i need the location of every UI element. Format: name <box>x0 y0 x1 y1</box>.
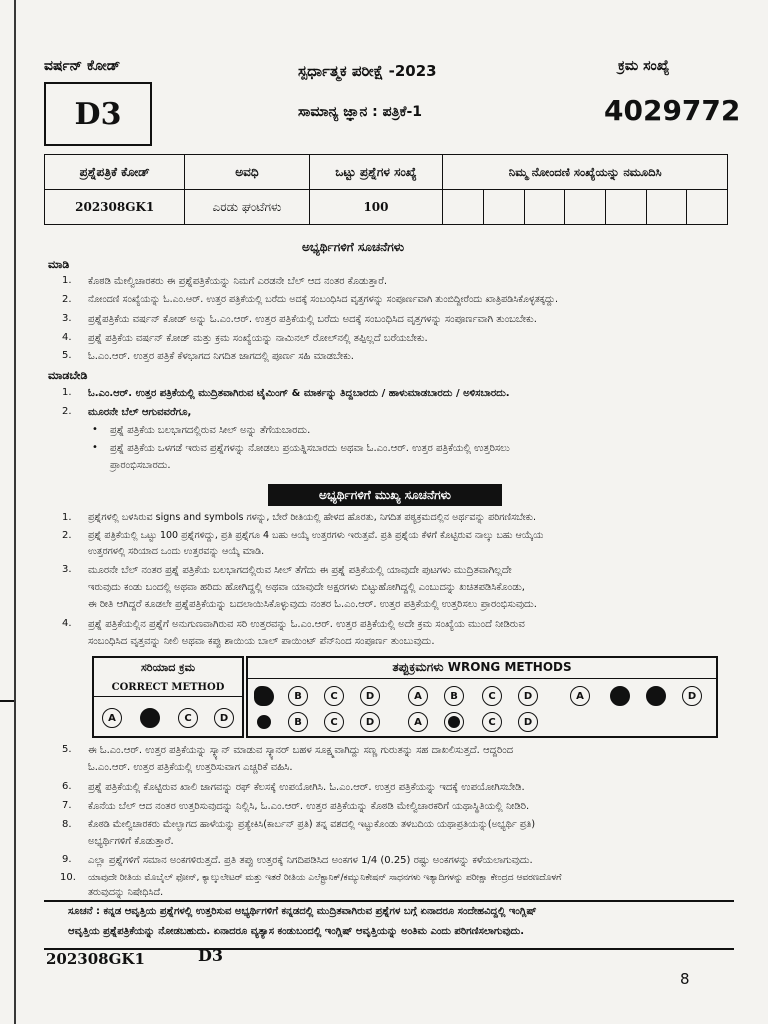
exam-meta-table <box>44 154 728 225</box>
bubble-a: A <box>570 686 590 706</box>
version-code-box: D3 <box>44 82 152 146</box>
later-item-cont: ಓ.ಎಂ.ಆರ್. ಉತ್ತರ ಪತ್ರಿಕೆಯಲ್ಲಿ ಉತ್ತರಿಸುವಾಗ ಎಚ್ಚರಿಕೆ ವಹಿಸಿ. <box>88 762 293 773</box>
bubble-filled <box>610 686 630 706</box>
later-item: ಈ ಓ.ಎಂ.ಆರ್. ಉತ್ತರ ಪತ್ರಿಕೆಯನ್ನು ಸ್ಕ್ಯಾನ್ ಮಾಡುವ ಸ್ಕ್ಯಾನರ್ ಬಹಳ ಸೂಕ್ಷ್ಮವಾಗಿದ್ದು ಸಣ್ಣ ಗುರುತನ್ನು ಸಹ ದಾಖಲಿಸುತ್ತದೆ. ಆದ್ದರಿಂದ <box>88 745 514 756</box>
dont-bullet: ಪ್ರಶ್ನೆ ಪತ್ರಿಕೆಯ ಬಲಭಾಗದಲ್ಲಿರುವ ಸೀಲ್ ಅನ್ನು ತೆಗೆಯಬಾರದು. <box>110 425 311 436</box>
bubble-filled <box>646 686 666 706</box>
bubble-d: D <box>518 712 538 732</box>
col-register-header: ನಿಮ್ಮ ನೋಂದಣಿ ಸಂಖ್ಯೆಯನ್ನು ನಮೂದಿಸಿ <box>443 155 728 190</box>
do-heading: ಮಾಡಿ <box>48 258 70 271</box>
paper-code-value: 202308GK1 <box>45 190 185 225</box>
version-code-label: ವರ್ಷನ್ ಕೋಡ್ <box>44 58 121 74</box>
register-digit-box[interactable] <box>524 190 565 225</box>
margin-tick <box>0 700 14 702</box>
bubble-c: C <box>178 708 198 728</box>
marking-methods <box>92 656 718 738</box>
page-number: 8 <box>680 970 690 988</box>
note-line: ಆವೃತ್ತಿಯ ಪ್ರಶ್ನೆಪತ್ರಿಕೆಯನ್ನು ನೋಡಬಹುದು. ಏನಾದರೂ ವ್ಯತ್ಯಾಸ ಕಂಡುಬಂದಲ್ಲಿ ಇಂಗ್ಲಿಷ್ ಆವೃತ್ತಿಯನ್ನು ಅಂತಿಮ ಎಂದು ಪರಿಗಣಿಸಲಾಗುವುದು. <box>68 926 525 937</box>
register-digit-box[interactable] <box>565 190 606 225</box>
later-item: ಕೊನೆಯ ಬೆಲ್ ಆದ ನಂತರ ಉತ್ತರಿಸುವುದನ್ನು ನಿಲ್ಲಿಸಿ, ಓ.ಎಂ.ಆರ್. ಉತ್ತರ ಪತ್ರಿಕೆಯನ್ನು ಕೊಠಡಿ ಮೇಲ್ವಿಚಾರಕರಿಗೆ ಯಥಾಸ್ಥಿತಿಯಲ್ಲಿ ನೀಡಿರಿ. <box>88 801 530 812</box>
bubble-a: A <box>102 708 122 728</box>
paper-title: ಸಾಮಾನ್ಯ ಜ್ಞಾನ : ಪತ್ರಿಕೆ-1 <box>298 104 423 120</box>
bubble-b: B <box>288 712 308 732</box>
correct-method-en: CORRECT METHOD <box>111 682 225 693</box>
do-item: ಓ.ಎಂ.ಆರ್. ಉತ್ತರ ಪತ್ರಿಕೆ ಕೆಳಭಾಗದ ನಿಗದಿತ ಜಾಗದಲ್ಲಿ ಪೂರ್ಣ ಸಹಿ ಮಾಡಬೇಕು. <box>88 351 354 362</box>
note-line: ಸೂಚನೆ : ಕನ್ನಡ ಆವೃತ್ತಿಯ ಪ್ರಶ್ನೆಗಳಲ್ಲಿ ಉತ್ತರಿಸುವ ಅಭ್ಯರ್ಥಿಗಳಿಗೆ ಕನ್ನಡದಲ್ಲಿ ಮುದ್ರಿತವಾಗಿರುವ ಪ್ರಶ್ನೆಗಳ ಬಗ್ಗೆ ಏನಾದರೂ ಸಂದೇಹವಿದ್ದಲ್ಲಿ ಇಂಗ್ಲಿಷ್ <box>68 906 537 917</box>
dont-bullet-cont: ಪ್ರಾರಂಭಿಸಬಾರದು. <box>110 460 171 471</box>
col-code-header: ಪ್ರಶ್ನೆಪತ್ರಿಕೆ ಕೋಡ್ <box>45 155 185 190</box>
do-item: ಪ್ರಶ್ನೆ ಪತ್ರಿಕೆಯ ವರ್ಷನ್ ಕೋಡ್ ಮತ್ತು ಕ್ರಮ ಸಂಖ್ಯೆಯನ್ನು ನಾಮಿನಲ್ ರೋಲ್‌ನಲ್ಲಿ ತಪ್ಪಿಲ್ಲದೆ ಬರೆಯಬೇಕು. <box>88 333 428 344</box>
later-item: ಕೊಠಡಿ ಮೇಲ್ವಿಚಾರಕರು ಮೇಲ್ಭಾಗದ ಹಾಳೆಯನ್ನು ಪ್ರತ್ಯೇಕಿಸಿ(ಕಾರ್ಬನ್ ಪ್ರತಿ) ತನ್ನ ವಶದಲ್ಲಿ ಇಟ್ಟುಕೊಂಡು ತಳಬದಿಯ ಯಥಾಪ್ರತಿಯನ್ನು(ಅಭ್ಯರ್ಥಿ ಪ್ರತಿ) <box>88 819 536 830</box>
wrong-methods-box <box>246 656 718 738</box>
bubble-dot <box>257 715 271 729</box>
wrong-methods-label: ತಪ್ಪುಕ್ರಮಗಳು WRONG METHODS <box>392 660 572 674</box>
exam-title: ಸ್ಪರ್ಧಾತ್ಮಕ ಪರೀಕ್ಷೆ -2023 <box>298 62 437 80</box>
bubble-smudged <box>254 686 274 706</box>
important-item: ಪ್ರಶ್ನೆ ಪತ್ರಿಕೆಯಲ್ಲಿ ಒಟ್ಟು 100 ಪ್ರಶ್ನೆಗಳಿದ್ದು, ಪ್ರತಿ ಪ್ರಶ್ನೆಗೂ 4 ಬಹು ಆಯ್ಕೆ ಉತ್ತರಗಳು ಇರುತ್ತವೆ. ಪ್ರತಿ ಪ್ರಶ್ನೆಯ ಕೆಳಗೆ ಕೊಟ್ಟಿರುವ ನಾಲ್ಕು ಬಹು ಆಯ್ಕೆಯ <box>88 530 544 541</box>
correct-method-kn: ಸರಿಯಾದ ಕ್ರಮ <box>140 661 196 674</box>
total-value: 100 <box>309 190 443 225</box>
dont-item: ಓ.ಎಂ.ಆರ್. ಉತ್ತರ ಪತ್ರಿಕೆಯಲ್ಲಿ ಮುದ್ರಿತವಾಗಿರುವ ಟೈಮಿಂಗ್ & ಮಾರ್ಕನ್ನು ತಿದ್ದಬಾರದು / ಹಾಳುಮಾಡಬಾರದು / ಅಳಿಸಬಾರದು. <box>88 388 510 399</box>
bubble-d: D <box>360 712 380 732</box>
later-item: ಪ್ರಶ್ನೆ ಪತ್ರಿಕೆಯಲ್ಲಿ ಕೊಟ್ಟಿರುವ ಖಾಲಿ ಜಾಗವನ್ನು ರಫ್ ಕೆಲಸಕ್ಕೆ ಉಪಯೋಗಿಸಿ. ಓ.ಎಂ.ಆರ್. ಉತ್ತರ ಪತ್ರಿಕೆಯನ್ನು ಇದಕ್ಕೆ ಉಪಯೋಗಿಸಬೇಡಿ. <box>88 782 525 793</box>
do-item: ಪ್ರಶ್ನೆಪತ್ರಿಕೆಯ ವರ್ಷನ್ ಕೋಡ್ ಅನ್ನು ಓ.ಎಂ.ಆರ್. ಉತ್ತರ ಪತ್ರಿಕೆಯಲ್ಲಿ ಬರೆದು ಅದಕ್ಕೆ ಸಂಬಂಧಿಸಿದ ವೃತ್ತಗಳನ್ನು ಸಂಪೂರ್ಣವಾಗಿ ತುಂಬಬೇಕು. <box>88 314 537 325</box>
bubble-c: C <box>324 712 344 732</box>
instructions-heading: ಅಭ್ಯರ್ಥಿಗಳಿಗೆ ಸೂಚನೆಗಳು <box>302 240 405 254</box>
important-item-cont: ಇರುವುದು ಕಂಡು ಬಂದಲ್ಲಿ ಅಥವಾ ಹರಿದು ಹೋಗಿದ್ದಲ್ಲಿ ಅಥವಾ ಯಾವುದೇ ಅಕ್ಷರಗಳು ಬಿಟ್ಟುಹೋಗಿದ್ದಲ್ಲಿ ಎಂಬುದನ್ನು ಖಚಿತಪಡಿಸಿಕೊಂಡು, <box>88 582 525 593</box>
bubble-c: C <box>482 686 502 706</box>
bubble-c: C <box>482 712 502 732</box>
later-item: ಎಲ್ಲಾ ಪ್ರಶ್ನೆಗಳಿಗೆ ಸಮಾನ ಅಂಕಗಳಿರುತ್ತದೆ. ಪ್ರತಿ ತಪ್ಪು ಉತ್ತರಕ್ಕೆ ನಿಗದಿಪಡಿಸಿದ ಅಂಕಗಳ 1/4 (0.25) ರಷ್ಟು ಅಂಕಗಳನ್ನು ಕಳೆಯಲಾಗುವುದು. <box>88 855 533 866</box>
bubble-b: B <box>444 686 464 706</box>
bubble-d: D <box>214 708 234 728</box>
language-note <box>44 900 734 950</box>
serial-label: ಕ್ರಮ ಸಂಖ್ಯೆ <box>618 58 670 74</box>
bubble-ticked-d: D <box>518 686 538 706</box>
bubble-c: C <box>324 686 344 706</box>
important-item: ಮೂರನೇ ಬೆಲ್ ನಂತರ ಪ್ರಶ್ನೆ ಪತ್ರಿಕೆಯ ಬಲಭಾಗದಲ್ಲಿರುವ ಸೀಲ್ ತೆಗೆದು ಈ ಪ್ರಶ್ನೆ ಪತ್ರಿಕೆಯಲ್ಲಿ ಯಾವುದೇ ಪುಟಗಳು ಮುದ್ರಿತವಾಗಿಲ್ಲದೇ <box>88 565 512 576</box>
important-item-cont: ಈ ರೀತಿ ಆಗಿದ್ದರೆ ಕೂಡಲೇ ಪ್ರಶ್ನೆಪತ್ರಿಕೆಯನ್ನು ಬದಲಾಯಿಸಿಕೊಳ್ಳುವುದು ನಂತರ ಓ.ಎಂ.ಆರ್. ಉತ್ತರ ಪತ್ರಿಕೆಯಲ್ಲಿ ಉತ್ತರಿಸಲು ಪ್ರಾರಂಭಿಸುವುದು. <box>88 599 537 610</box>
later-item-cont: ಅಭ್ಯರ್ಥಿಗಳಿಗೆ ಕೊಡುತ್ತಾರೆ. <box>88 836 174 847</box>
page-edge-line <box>14 0 16 1024</box>
col-total-header: ಒಟ್ಟು ಪ್ರಶ್ನೆಗಳ ಸಂಖ್ಯೆ <box>309 155 443 190</box>
do-item: ಕೊಠಡಿ ಮೇಲ್ವಿಚಾರಕರು ಈ ಪ್ರಶ್ನೆಪತ್ರಿಕೆಯನ್ನು ನಿಮಗೆ ಎರಡನೇ ಬೆಲ್ ಆದ ನಂತರ ಕೊಡುತ್ತಾರೆ. <box>88 276 388 287</box>
bubble-b: B <box>288 686 308 706</box>
correct-method-box <box>92 656 244 738</box>
register-digit-box[interactable] <box>484 190 525 225</box>
duration-value: ಎರಡು ಘಂಟೆಗಳು <box>185 190 309 225</box>
register-digit-box[interactable] <box>443 190 484 225</box>
bubble-a: A <box>408 686 428 706</box>
important-item-cont: ಉತ್ತರಗಳಲ್ಲಿ ಸರಿಯಾದ ಒಂದು ಉತ್ತರವನ್ನು ಆಯ್ಕೆ ಮಾಡಿ. <box>88 546 265 557</box>
important-heading: ಅಭ್ಯರ್ಥಿಗಳಿಗೆ ಮುಖ್ಯ ಸೂಚನೆಗಳು <box>268 484 502 506</box>
dont-bullet: ಪ್ರಶ್ನೆ ಪತ್ರಿಕೆಯ ಒಳಗಡೆ ಇರುವ ಪ್ರಶ್ನೆಗಳನ್ನು ನೋಡಲು ಪ್ರಯತ್ನಿಸಬಾರದು ಅಥವಾ ಓ.ಎಂ.ಆರ್. ಉತ್ತರ ಪತ್ರಿಕೆಯಲ್ಲಿ ಉತ್ತರಿಸಲು <box>110 443 510 454</box>
serial-number: 4029772 <box>604 94 741 127</box>
col-duration-header: ಅವಧಿ <box>185 155 309 190</box>
footer-code: 202308GK1 <box>46 950 145 968</box>
register-digit-box[interactable] <box>606 190 647 225</box>
register-digit-box[interactable] <box>687 190 728 225</box>
bubble-d: D <box>682 686 702 706</box>
register-digit-box[interactable] <box>646 190 687 225</box>
important-item: ಪ್ರಶ್ನೆಗಳಲ್ಲಿ ಬಳಸಿರುವ signs and symbols ಗಳನ್ನು, ಬೇರೆ ರೀತಿಯಲ್ಲಿ ಹೇಳದ ಹೊರತು, ನಿಗದಿತ ಪಠ್ಯಕ್ರಮದಲ್ಲಿನ ಅರ್ಥವನ್ನು ಪರಿಗಣಿಸಬೇಕು. <box>88 512 537 523</box>
bubble-d: D <box>360 686 380 706</box>
bubble-a: A <box>408 712 428 732</box>
bubble-filled <box>140 708 160 728</box>
bubble-partial <box>444 712 464 732</box>
important-item: ಪ್ರಶ್ನೆ ಪತ್ರಿಕೆಯಲ್ಲಿನ ಪ್ರಶ್ನೆಗೆ ಅನುಗುಣವಾಗಿರುವ ಸರಿ ಉತ್ತರವನ್ನು ಓ.ಎಂ.ಆರ್. ಉತ್ತರ ಪತ್ರಿಕೆಯಲ್ಲಿ ಅದೇ ಕ್ರಮ ಸಂಖ್ಯೆಯ ಮುಂದೆ ನೀಡಿರುವ <box>88 619 525 630</box>
dont-heading: ಮಾಡಬೇಡಿ <box>48 369 88 382</box>
later-item-cont: ತರುವುದನ್ನು ನಿಷೇಧಿಸಿದೆ. <box>88 887 164 898</box>
dont-item: ಮೂರನೇ ಬೆಲ್ ಆಗುವವರೆಗೂ, <box>88 407 192 418</box>
footer-version: D3 <box>198 946 224 965</box>
important-item-cont: ಸಂಬಂಧಿಸಿದ ವೃತ್ತವನ್ನು ನೀಲಿ ಅಥವಾ ಕಪ್ಪು ಶಾಯಿಯ ಬಾಲ್ ಪಾಯಿಂಟ್ ಪೆನ್‌ನಿಂದ ಸಂಪೂರ್ಣ ತುಂಬುವುದು. <box>88 636 435 647</box>
do-item: ನೋಂದಣಿ ಸಂಖ್ಯೆಯನ್ನು ಓ.ಎಂ.ಆರ್. ಉತ್ತರ ಪತ್ರಿಕೆಯಲ್ಲಿ ಬರೆದು ಅದಕ್ಕೆ ಸಂಬಂಧಿಸಿದ ವೃತ್ತಗಳನ್ನು ಸಂಪೂರ್ಣವಾಗಿ ತುಂಬಿದ್ದೀರೆಂದು ಖಾತ್ರಿಪಡಿಸಿಕೊಳ್ಳತಕ್ಕದ್ದು. <box>88 294 558 305</box>
later-item: ಯಾವುದೇ ರೀತಿಯ ಮೊಬೈಲ್ ಫೋನ್, ಕ್ಯಾಲ್ಕುಲೇಟರ್ ಮತ್ತು ಇತರೆ ರೀತಿಯ ಎಲೆಕ್ಟ್ರಾನಿಕ್/ಕಮ್ಯುನಿಕೇಷನ್ ಸಾಧನಗಳು ಇತ್ಯಾದಿಗಳನ್ನು ಪರೀಕ್ಷಾ ಕೇಂದ್ರದ ಆವರಣದೊಳಗೆ <box>88 873 562 883</box>
